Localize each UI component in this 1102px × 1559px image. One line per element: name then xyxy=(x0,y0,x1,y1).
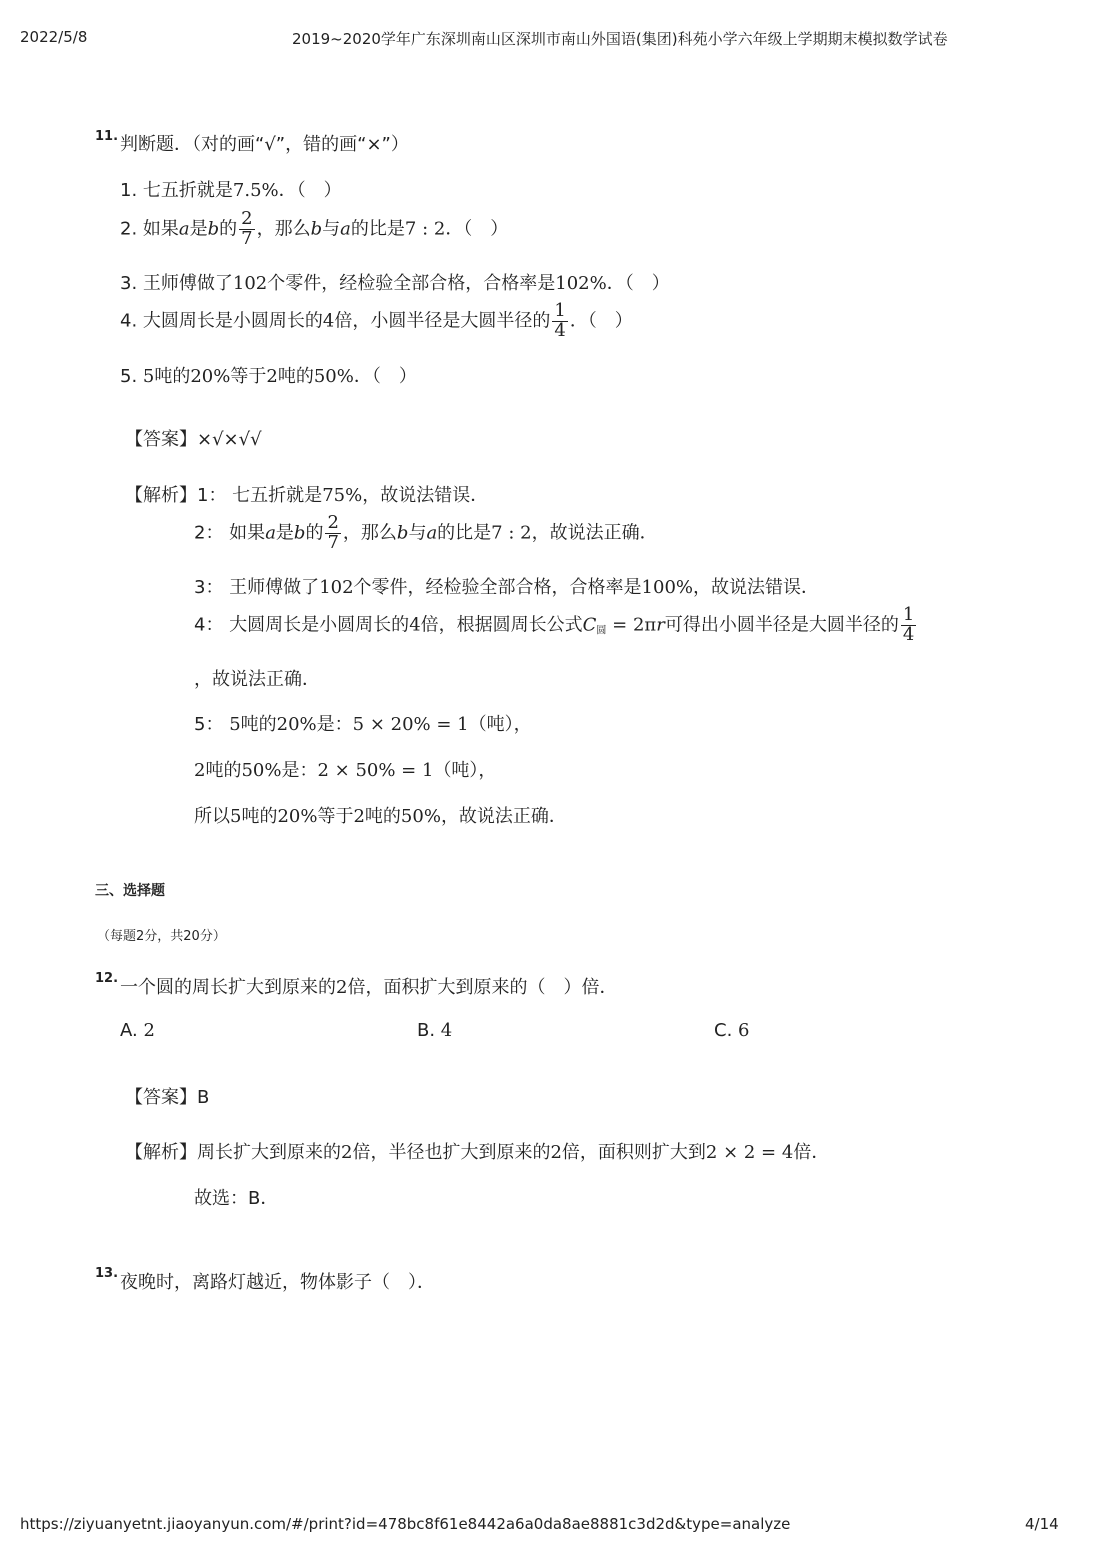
option-c[interactable]: C. 6 xyxy=(714,1020,750,1041)
analysis-line-4-cont: ，故说法正确． xyxy=(194,669,320,690)
question-stem: 夜晚时，离路灯越近，物体影子（ ）． xyxy=(120,1272,435,1293)
answer-label: 【答案】 xyxy=(125,429,197,450)
analysis-line-1: 【解析】周长扩大到原来的2倍，半径也扩大到原来的2倍，面积则扩大到2 × 2 = 4倍． xyxy=(125,1142,830,1163)
question-number: 11. xyxy=(95,129,119,144)
analysis-line-2: 2： 如果a是b的 $\frac{2}{7}$ ，那么b与a的比是7 : 2，故说法正确． xyxy=(194,512,658,553)
answer-value: ×√×√√ xyxy=(197,429,262,450)
fraction: $\frac{1}{4}$ xyxy=(902,604,915,645)
statement-5: 5. 5吨的20%等于2吨的50%．（ ） xyxy=(120,366,417,387)
analysis-label: 【解析】 xyxy=(125,1142,197,1163)
analysis-line-6: 2吨的50%是：2 × 50% = 1（吨）， xyxy=(194,760,497,781)
answer-value: B xyxy=(197,1087,210,1108)
statement-1: 1. 七五折就是7.5%．（ ） xyxy=(120,180,342,201)
answer xyxy=(125,425,262,451)
question-stem: 一个圆的周长扩大到原来的2倍，面积扩大到原来的（ ）倍． xyxy=(120,977,618,998)
analysis-line-2: 故选：B． xyxy=(194,1188,279,1209)
analysis-line-4: 4： 大圆周长是小圆周长的4倍，根据圆周长公式$C_圆 = 2\pi r$可得出小圆半径是大圆半径的 $\frac{1}{4}$ xyxy=(194,604,915,645)
option-b[interactable]: B. 4 xyxy=(417,1020,453,1041)
question-number: 13. xyxy=(95,1266,119,1281)
fraction: $\frac{1}{4}$ xyxy=(554,300,566,341)
analysis-line-7: 所以5吨的20%等于2吨的50%，故说法正确． xyxy=(194,806,567,827)
answer-label: 【答案】 xyxy=(125,1087,197,1108)
option-a[interactable]: A. 2 xyxy=(120,1020,155,1041)
document-title: 2019~2020学年广东深圳南山区深圳市南山外国语(集团)科苑小学六年级上学期期末模拟数学试卷 xyxy=(292,30,948,48)
section-title: 三、选择题 xyxy=(95,883,165,899)
question-stem: 判断题．（对的画“√”，错的画“×”） xyxy=(120,134,409,155)
print-date: 2022/5/8 xyxy=(20,28,88,46)
statement-2: 2. 如果a是b的 $\frac{2}{7}$ ，那么b与a的比是7 : 2．（ ） xyxy=(120,208,509,249)
analysis-line-1: 【解析】1： 七五折就是75%，故说法错误． xyxy=(125,485,489,506)
statement-3: 3. 王师傅做了102个零件，经检验全部合格，合格率是102%．（ ） xyxy=(120,273,670,294)
analysis-line-5: 5： 5吨的20%是：5 × 20% = 1（吨）， xyxy=(194,714,532,735)
fraction: $\frac{2}{7}$ xyxy=(241,208,253,249)
section-note: （每题2分，共20分） xyxy=(97,929,226,944)
answer xyxy=(125,1083,209,1109)
source-url: https://ziyuanyetnt.jiaoyanyun.com/#/print?id=478bc8f61e8442a6a0da8ae8881c3d2d&type=analyze xyxy=(20,1515,791,1533)
analysis-label: 【解析】 xyxy=(125,485,197,506)
fraction: $\frac{2}{7}$ xyxy=(327,512,339,553)
question-number: 12. xyxy=(95,971,119,986)
statement-4: 4. 大圆周长是小圆周长的4倍，小圆半径是大圆半径的 $\frac{1}{4}$ ．（ ） xyxy=(120,300,633,341)
page-number: 4/14 xyxy=(1025,1515,1059,1533)
analysis-line-3: 3： 王师傅做了102个零件，经检验全部合格，合格率是100%，故说法错误． xyxy=(194,577,820,598)
